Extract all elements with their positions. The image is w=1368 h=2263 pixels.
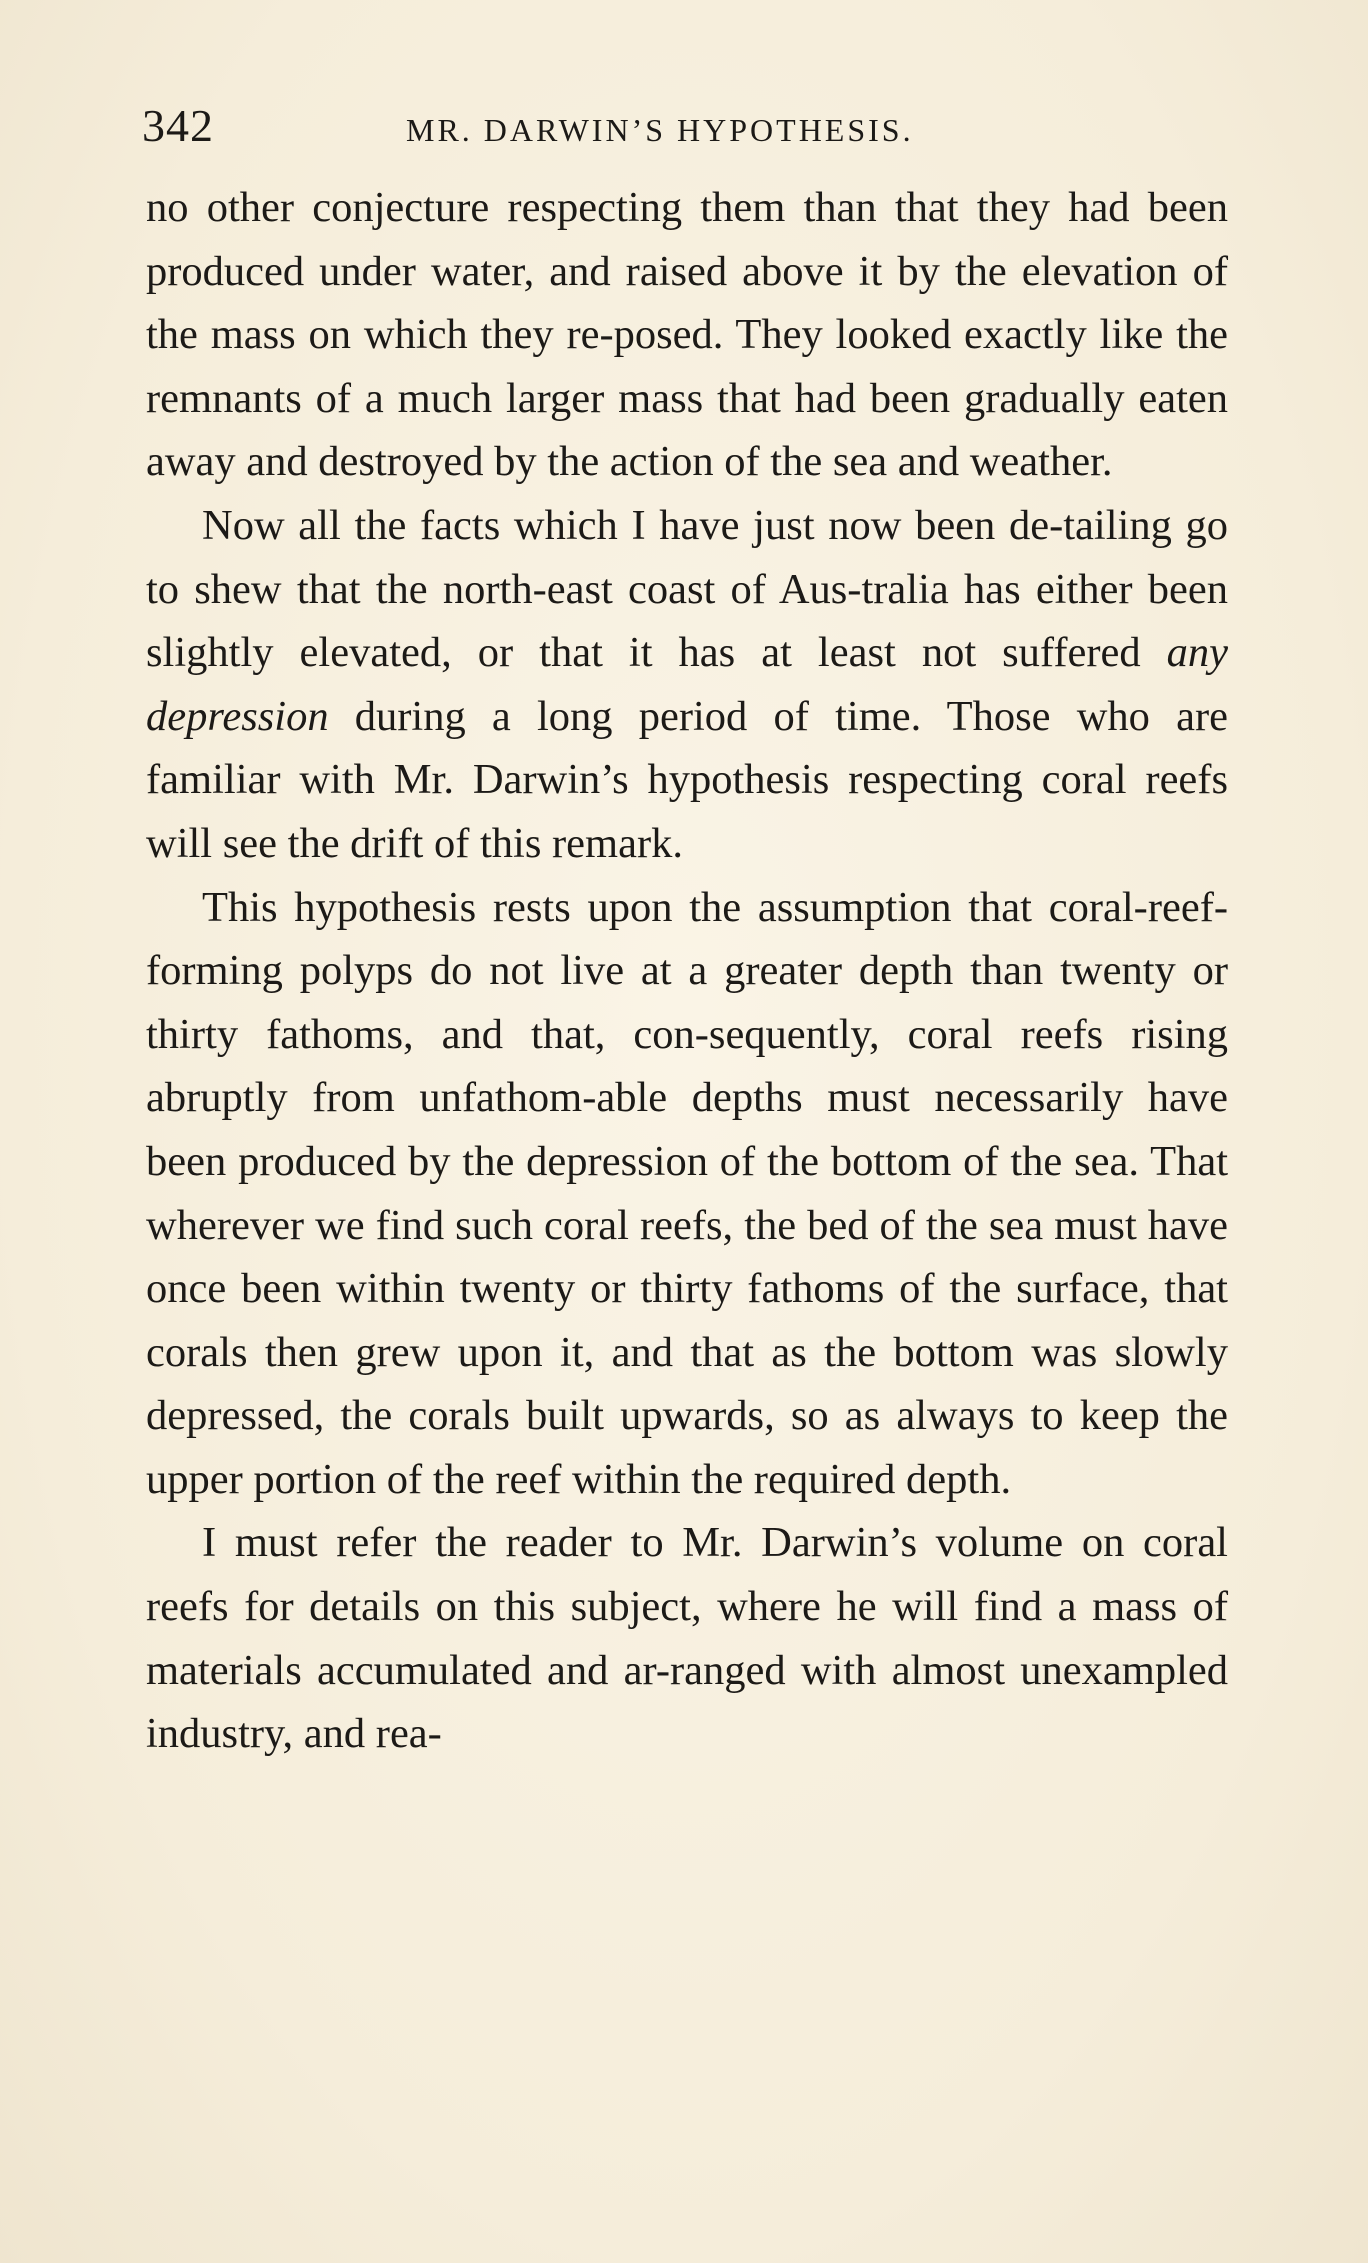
paragraph-3 bbox=[146, 876, 1228, 1512]
page-header bbox=[142, 96, 1232, 156]
paragraph-1 bbox=[146, 176, 1228, 494]
paragraph-3-text: This hypothesis rests upon the assumption that coral-reef-forming polyps do not live at a greater depth than twenty or thirty fathoms, and that, con-sequently, coral reefs rising abruptly from unfathom-able depths must necessarily have been produced by the depression of the bottom of the sea. That wherever we find such coral reefs, the bed of the sea must have once been within twenty or thirty fathoms of the surface, that corals then grew upon it, and that as the bottom was slowly depressed, the corals built upwards, so as always to keep the upper portion of the reef within the required depth. bbox=[146, 883, 1228, 1503]
page-number: 342 bbox=[142, 100, 214, 151]
body-text bbox=[146, 176, 1228, 1766]
paragraph-1-text: no other conjecture respecting them than that they had been produced under water, and raised above it by the elevation of the mass on which they re-posed. They looked exactly like the remnants of a much larger mass that had been gradually eaten away and destroyed by the action of the sea and weather. bbox=[146, 184, 1228, 486]
paragraph-2-text-before: Now all the facts which I have just now been de-tailing go to shew that the north-east coast of Aus-tralia has either been slightly elevated, or that it has at least not suffered bbox=[146, 501, 1228, 677]
paragraph-2-emphasis: any depression bbox=[146, 629, 1228, 740]
paragraph-4-text: I must refer the reader to Mr. Darwin’s volume on coral reefs for details on this subject, where he will find a mass of materials accumulated and ar-ranged with almost unexampled industry, and rea- bbox=[146, 1519, 1228, 1758]
paragraph-2 bbox=[146, 494, 1228, 876]
paragraph-4 bbox=[146, 1511, 1228, 1765]
running-head: MR. DARWIN’S HYPOTHESIS. bbox=[406, 112, 914, 148]
paragraph-2-text-after: during a long period of time. Those who are familiar with Mr. Darwin’s hypothesis respecting coral reefs will see the drift of this remark. bbox=[146, 692, 1228, 867]
